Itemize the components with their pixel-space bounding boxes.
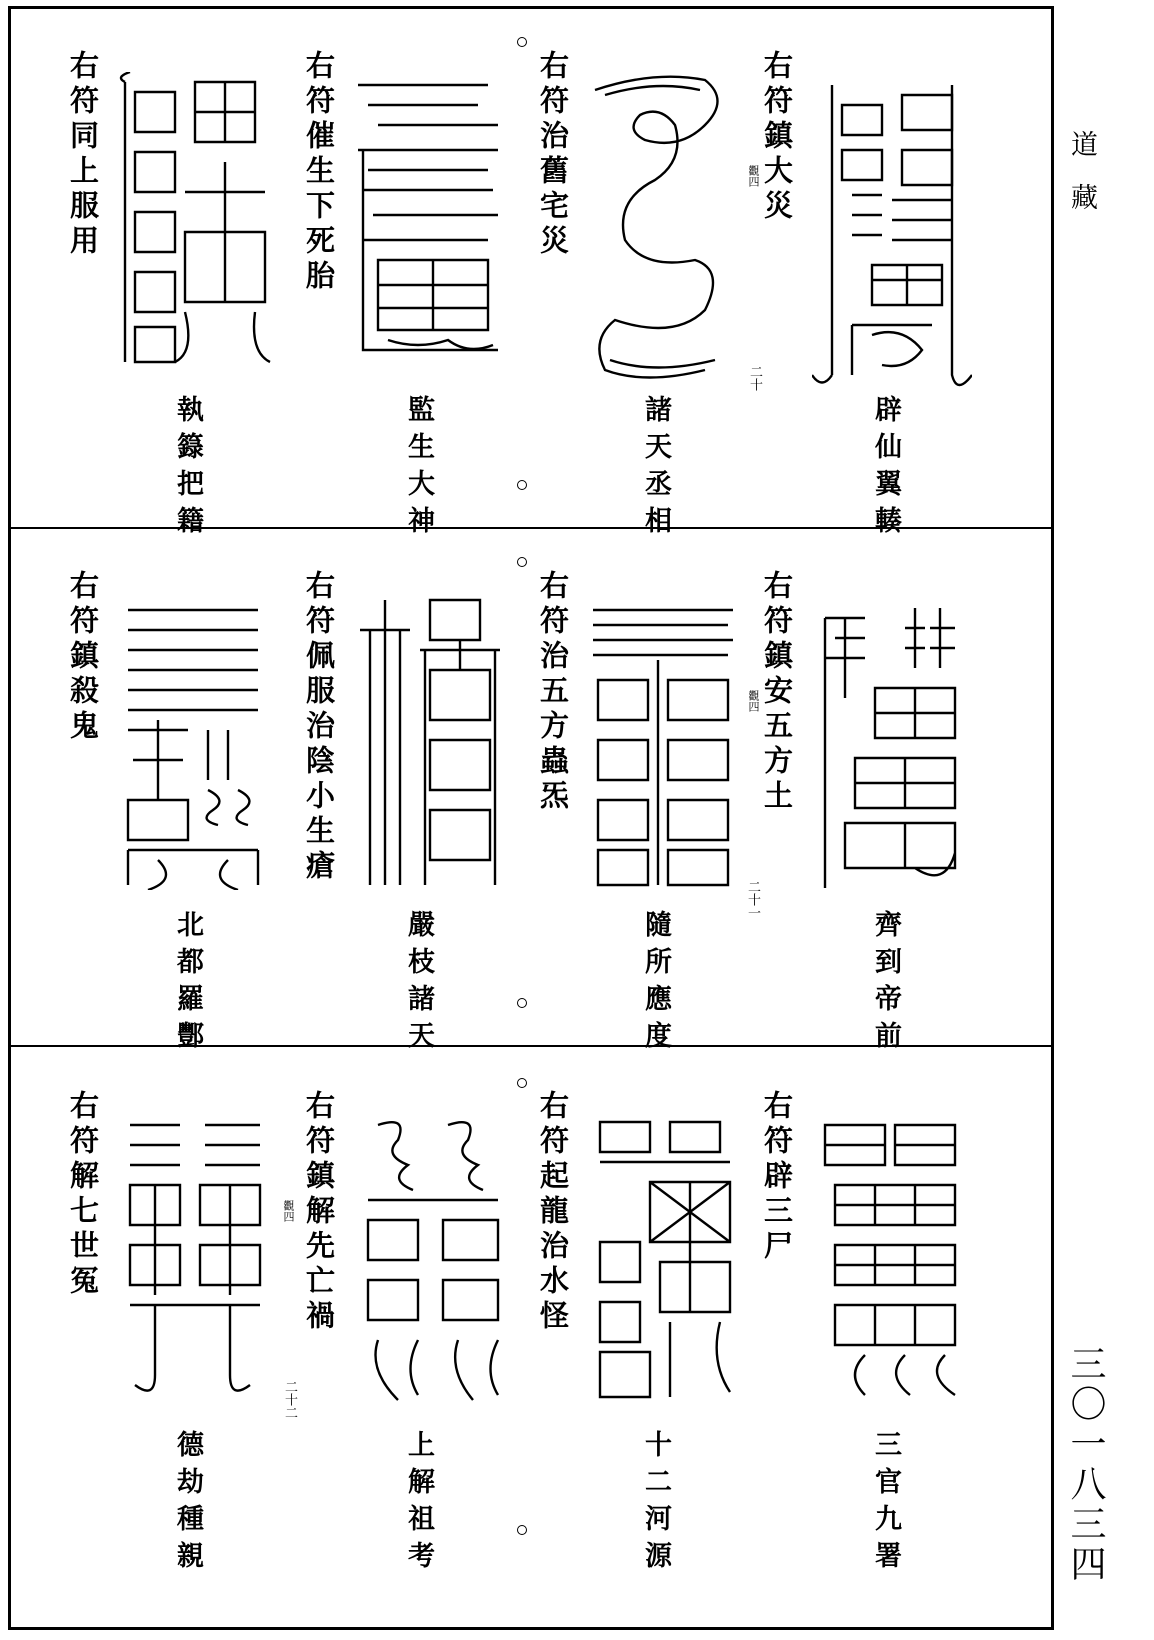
volume-tag: 觀四 [282, 1200, 295, 1222]
talisman-caption: 右符鎮殺鬼 [66, 570, 100, 745]
deity-label: 監生大神 [403, 395, 434, 543]
talisman-caption: 右符辟三尸 [760, 1090, 794, 1265]
talisman-seal [585, 70, 735, 390]
registration-mark [517, 557, 527, 567]
talisman-seal [348, 70, 508, 370]
page-number: 三〇一八三四 [1065, 1345, 1106, 1585]
talisman-seal [358, 1110, 508, 1410]
deity-label: 嚴枝諸天 [403, 910, 434, 1058]
deity-label: 北都羅酆 [172, 910, 203, 1058]
collection-title: 道藏 [1066, 130, 1097, 236]
talisman-seal [815, 598, 965, 898]
talisman-seal [590, 1112, 740, 1402]
registration-mark [517, 37, 527, 47]
deity-label: 執籙把籍 [172, 395, 203, 543]
talisman-seal [588, 600, 738, 890]
talisman-caption: 右符鎮安五方土 [760, 570, 794, 815]
talisman-caption: 右符佩服治陰小生瘡 [302, 570, 336, 885]
folio-mark: 二十一 [745, 880, 760, 919]
talisman-seal [118, 600, 268, 890]
deity-label: 齊到帝前 [870, 910, 901, 1058]
deity-label: 十二河源 [640, 1430, 671, 1578]
registration-mark [517, 480, 527, 490]
talisman-caption: 右符治五方蟲炁 [536, 570, 570, 815]
talisman-caption: 右符同上服用 [66, 50, 100, 260]
deity-label: 隨所應度 [640, 910, 671, 1058]
deity-label: 諸天丞相 [640, 395, 671, 543]
registration-mark [517, 1078, 527, 1088]
talisman-caption: 右符解七世冤 [66, 1090, 100, 1300]
volume-tag: 觀四 [747, 165, 760, 187]
talisman-seal [120, 1115, 270, 1405]
deity-label: 德劫種親 [172, 1430, 203, 1578]
deity-label: 上解祖考 [403, 1430, 434, 1578]
registration-mark [517, 1525, 527, 1535]
volume-tag: 觀四 [747, 690, 760, 712]
deity-label: 辟仙翼輳 [870, 395, 901, 543]
talisman-caption: 右符鎮解先亡禍 [302, 1090, 336, 1335]
talisman-seal [350, 590, 510, 890]
folio-mark: 二十二 [282, 1380, 297, 1419]
talisman-seal [115, 72, 275, 372]
talisman-seal [815, 1115, 965, 1405]
talisman-caption: 右符起龍治水怪 [536, 1090, 570, 1335]
talisman-seal [812, 75, 972, 395]
talisman-caption: 右符催生下死胎 [302, 50, 336, 295]
talisman-caption: 右符治舊宅災 [536, 50, 570, 260]
folio-mark: 二十 [747, 365, 762, 391]
talisman-caption: 右符鎮大災 [760, 50, 794, 225]
deity-label: 三官九署 [870, 1430, 901, 1578]
registration-mark [517, 998, 527, 1008]
